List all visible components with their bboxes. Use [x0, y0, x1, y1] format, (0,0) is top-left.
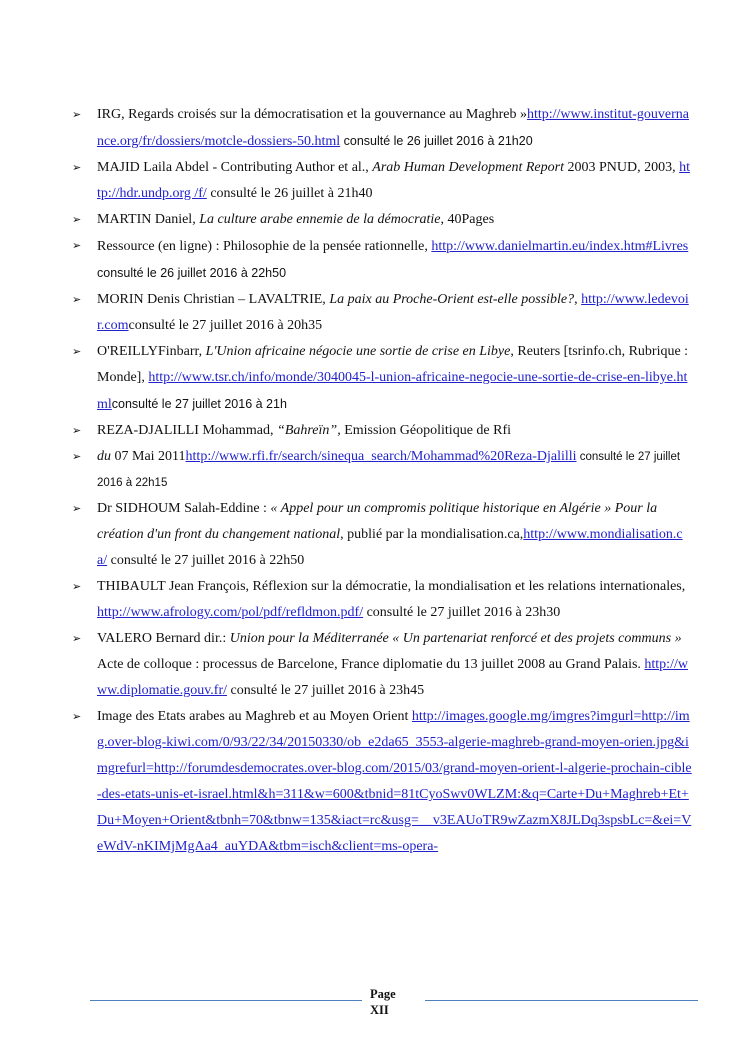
entry-link[interactable]: http://www.rfi.fr/search/sinequa_search/Mohammad%20Reza-Djalilli: [185, 449, 577, 464]
entry-link[interactable]: http://hdr.undp.org /f/: [97, 160, 690, 201]
arrow-bullet-icon: ➢: [72, 293, 82, 306]
entry-link[interactable]: http://www.mondialisation.ca/: [97, 527, 683, 568]
footer-rule-right: [425, 1000, 698, 1001]
entry-title: L'Union africaine négocie une sortie de crise en Libye: [205, 344, 511, 359]
entry-title: La paix au Proche-Orient est-elle possible?: [329, 292, 575, 307]
entry-text-mid: 2003 PNUD, 2003,: [563, 160, 680, 175]
arrow-bullet-icon: ➢: [72, 710, 82, 723]
bibliography-entry-image-etats-arabes: [72, 704, 692, 860]
arrow-bullet-icon: ➢: [72, 450, 82, 463]
page-footer: [90, 984, 698, 1024]
entry-text-post: Emission Géopolitique de Rfi: [340, 423, 512, 438]
page-label: Page: [370, 987, 396, 1001]
entry-text: VALERO Bernard dir.:: [97, 631, 230, 646]
entry-consulted: consulté le 27 juillet 2016 à 20h35: [128, 318, 323, 333]
entry-title: « Appel pour un compromis politique historique en Algérie » Pour la création d'un front du changement national: [97, 501, 658, 542]
bibliography-entry-rfi: [72, 444, 692, 496]
entry-link[interactable]: http://www.afrology.com/pol/pdf/refldmon.pdf/: [97, 605, 364, 620]
arrow-bullet-icon: ➢: [72, 239, 82, 252]
arrow-bullet-icon: ➢: [72, 502, 82, 515]
entry-text: MORIN Denis Christian – LAVALTRIE,: [97, 292, 330, 307]
entry-title: “Bahreïn”,: [277, 423, 341, 438]
entry-consulted: consulté le 27 juillet 2016 à 22h50: [107, 553, 305, 568]
entry-text-mid: Acte de colloque : processus de Barcelone, France diplomatie du 13 juillet 2008 au Grand Palais.: [97, 657, 645, 672]
entry-text: Dr SIDHOUM Salah-Eddine :: [97, 501, 271, 516]
entry-consulted: consulté le 26 juillet 2016 à 21h20: [340, 134, 533, 148]
entry-link[interactable]: http://www.tsr.ch/info/monde/3040045-l-union-africaine-negocie-une-sortie-de-crise-en-libye.html: [97, 370, 688, 412]
entry-text: Image des Etats arabes au Maghreb et au Moyen Orient: [97, 709, 412, 724]
bibliography-entry-morin: [72, 287, 692, 339]
entry-title: La culture arabe ennemie de la démocratie: [199, 212, 441, 227]
entry-link[interactable]: http://www.diplomatie.gouv.fr/: [97, 657, 688, 698]
entry-link[interactable]: http://www.institut-gouvernance.org/fr/dossiers/motcle-dossiers-50.html: [97, 107, 689, 149]
entry-link[interactable]: http://www.danielmartin.eu/index.htm#Livres: [431, 239, 689, 254]
entry-consulted: consulté le 26 juillet à 21h40: [206, 186, 373, 201]
entry-title: Union pour la Méditerranée « Un partenariat renforcé et des projets communs »: [229, 631, 682, 646]
entry-text: MARTIN Daniel,: [97, 212, 200, 227]
arrow-bullet-icon: ➢: [72, 345, 82, 358]
entry-consulted: consulté le 27 juillet 2016 à 21h: [111, 397, 287, 411]
entry-text-mid: 07 Mai 2011: [111, 449, 186, 464]
arrow-bullet-icon: ➢: [72, 580, 82, 593]
arrow-bullet-icon: ➢: [72, 161, 82, 174]
entry-text: Ressource (en ligne) : Philosophie de la pensée rationnelle,: [97, 239, 432, 254]
entry-consulted: consulté le 27 juillet 2016 à 22h15: [97, 451, 681, 489]
entry-text-mid: , publié par la mondialisation.ca,: [340, 527, 524, 542]
entry-text-mid: ,: [574, 292, 582, 307]
entry-text: THIBAULT Jean François, Réflexion sur la démocratie, la mondialisation et les relations internationales,: [97, 579, 686, 594]
entry-consulted: consulté le 27 juillet 2016 à 23h45: [227, 683, 425, 698]
bibliography-entry-martin: [72, 207, 692, 233]
entry-link[interactable]: http://images.google.mg/imgres?imgurl=http://img.over-blog-kiwi.com/0/93/22/34/20150330/ob_e2da65_3553-algerie-maghreb-grand-moyen-orien.jpg&imgrefurl=http://forumdesdemocrates.over-blog.com/2015/03/grand-moyen-orient-l-algerie-prochain-cible-des-etats-unis-et-israel.html&h=311&w=600&tbnid=81tCyoSwv0WLZM:&q=Carte+Du+Maghreb+Et+Du+Moyen+Orient&tbnh=70&tbnw=135&iact=rc&usg=__v3EAUoTR9wZazmX8JLDq3spsbLc=&ei=VeWdV-nKIMjMgAa4_auYDA&tbm=isch&client=ms-opera-: [97, 709, 692, 854]
entry-text: REZA-DJALILLI Mohammad,: [97, 423, 278, 438]
page-number-block: [370, 986, 420, 1018]
bibliography-list: [72, 102, 692, 860]
entry-title: du: [97, 449, 111, 464]
arrow-bullet-icon: ➢: [72, 213, 82, 226]
entry-title: Arab Human Development Report: [372, 160, 564, 175]
footer-rule-left: [90, 1000, 362, 1001]
bibliography-entry-sidhoum: [72, 496, 692, 574]
bibliography-entry-thibault: [72, 574, 692, 626]
entry-text: IRG, Regards croisés sur la démocratisation et la gouvernance au Maghreb »: [97, 107, 527, 122]
entry-text-post: , 40Pages: [440, 212, 495, 227]
arrow-bullet-icon: ➢: [72, 424, 82, 437]
entry-consulted: consulté le 27 juillet 2016 à 23h30: [363, 605, 561, 620]
bibliography-entry-oreilly: [72, 339, 692, 418]
bibliography-entry-reza-djalilli: [72, 418, 692, 444]
arrow-bullet-icon: ➢: [72, 632, 82, 645]
bibliography-entry-ressource: [72, 233, 692, 287]
entry-text-mid: , Reuters [tsrinfo.ch, Rubrique : Monde],: [97, 344, 689, 385]
entry-text: O'REILLYFinbarr,: [97, 344, 206, 359]
bibliography-entry-irg: [72, 102, 692, 155]
entry-text: MAJID Laila Abdel - Contributing Author et al.,: [97, 160, 373, 175]
entry-consulted: consulté le 26 juillet 2016 à 22h50: [97, 266, 287, 280]
arrow-bullet-icon: ➢: [72, 108, 82, 121]
entry-link[interactable]: http://www.ledevoir.com: [97, 292, 689, 333]
page-number: XII: [370, 1003, 389, 1017]
bibliography-entry-majid: [72, 155, 692, 207]
bibliography-entry-valero: [72, 626, 692, 704]
